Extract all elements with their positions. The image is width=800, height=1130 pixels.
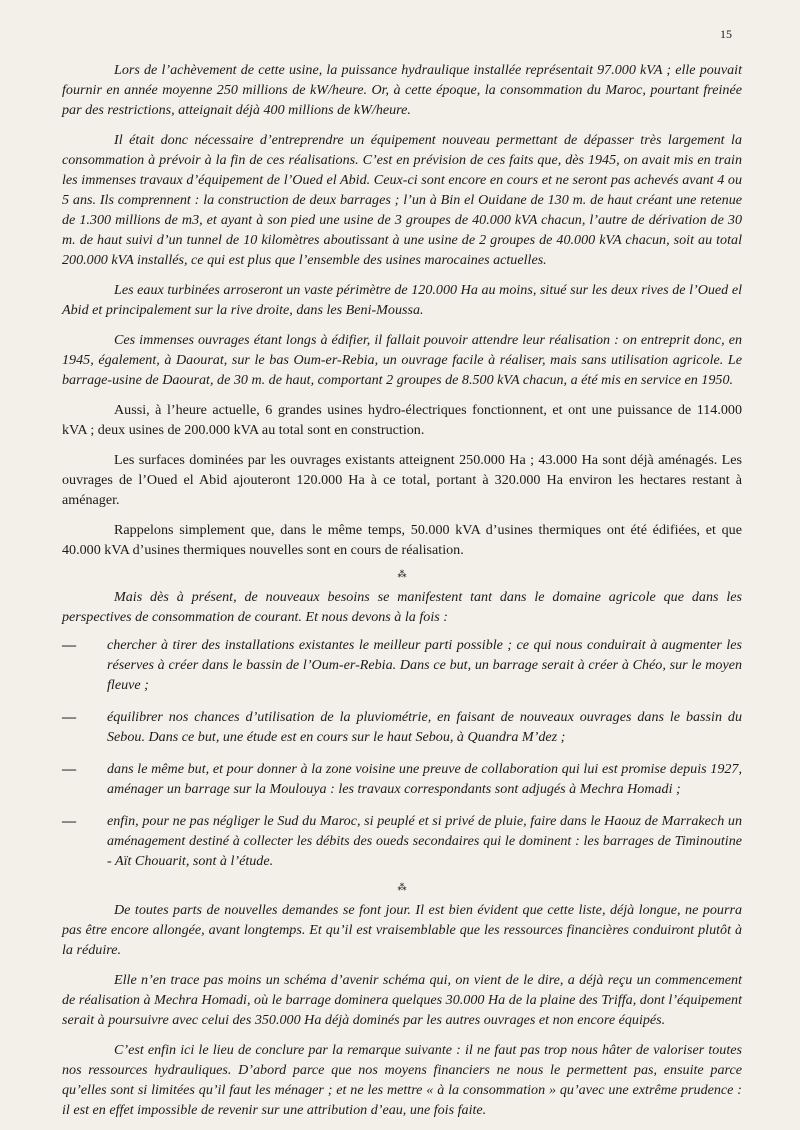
dash-bullet: — [62, 761, 77, 777]
paragraph-irrigation-perimeter: Les eaux turbinées arroseront un vaste périmètre de 120.000 Ha au moins, situé sur les deux rives de l’Oued el Abid et principalement sur la rive droite, dans les Beni-Moussa. [62, 282, 742, 318]
dash-bullet: — [62, 813, 77, 829]
body-text [62, 60, 742, 1130]
list-item [62, 707, 742, 747]
dash-bullet: — [62, 637, 77, 653]
paragraph-new-demands: De toutes parts de nouvelles demandes se font jour. Il est bien évident que cette liste, déjà longue, ne pourra pas être encore allongée, avant longtemps. Et qu’il est vraisemblable que les ressources financières conduiront plutôt à la réduire. [62, 902, 742, 958]
paragraph-daourat-dam: Ces immenses ouvrages étant longs à édifier, il fallait pouvoir attendre leur réalisation : on entreprit donc, en 1945, également, à Daourat, sur le bas Oum-er-Rebia, un ouvrage facile à réaliser, mais sans utilisation agricole. Le barrage-usine de Daourat, de 30 m. de haut, comportant 2 groupes de 8.500 kVA chacun, a été mis en service en 1950. [62, 332, 742, 388]
list-item [62, 811, 742, 871]
paragraph-oued-el-abid-works: Il était donc nécessaire d’entreprendre un équipement nouveau permettant de dépasser très largement la consommation à prévoir à la fin de ces réalisations. C’est en prévision de ces faits que, dès 1945, on avait mis en train les immenses travaux d’équipement de l’Oued el Abid. Ceux-ci sont encore en cours et ne seront pas achevés avant 4 ou 5 ans. Ils comprennent : la construction de deux barrages ; l’un à Bin el Ouidane de 130 m. de haut créant une retenue de 1.300 millions de m3, et ayant à son pied une usine de 3 groupes de 40.000 kVA chacun, l’autre de dérivation de 30 m. de haut suivi d’un tunnel de 10 kilomètres aboutissant à une usine de 2 groupes de 40.000 kVA chacun, soit au total 200.000 kVA installés, ce qui est plus que l’ensemble des usines marocaines actuelles. [62, 132, 742, 268]
list-item-text: chercher à tirer des installations existantes le meilleur parti possible ; ce qui nous conduirait à augmenter les réserves à créer dans le bassin de l’Oum-er-Rebia. Dans ce but, un barrage serait à créer à Chéo, sur le moyen fleuve ; [107, 637, 742, 693]
paragraph-thermal-plants: Rappelons simplement que, dans le même temps, 50.000 kVA d’usines thermiques ont été édifiées, et que 40.000 kVA d’usines thermiques nouvelles sont en cours de réalisation. [62, 522, 742, 558]
section-separator: ⁂ [397, 882, 407, 892]
list-item [62, 759, 742, 799]
list-item [62, 635, 742, 695]
paragraph-current-plants: Aussi, à l’heure actuelle, 6 grandes usines hydro-électriques fonctionnent, et ont une puissance de 114.000 kVA ; deux usines de 200.000 kVA au total sont en construction. [62, 402, 742, 438]
paragraph-dominated-surfaces: Les surfaces dominées par les ouvrages existants atteignent 250.000 Ha ; 43.000 Ha sont déjà aménagés. Les ouvrages de l’Oued el Abid ajouteront 120.000 Ha à ce total, portant à 320.000 Ha environ les hectares restant à aménager. [62, 452, 742, 508]
dash-bullet: — [62, 709, 77, 725]
paragraph-power-installed: Lors de l’achèvement de cette usine, la puissance hydraulique installée représentait 97.000 kVA ; elle pouvait fournir en année moyenne 250 millions de kW/heure. Or, à cette époque, la consommation du Maroc, pourtant freinée par des restrictions, atteignait déjà 400 millions de kW/heure. [62, 62, 742, 118]
page-number: 15 [720, 27, 732, 41]
list-item-text: équilibrer nos chances d’utilisation de la pluviométrie, en faisant de nouveaux ouvrages dans le bassin du Sebou. Dans ce but, une étude est en cours sur le haut Sebou, à Quandra M’dez ; [107, 709, 742, 745]
paragraph-conclusion: C’est enfin ici le lieu de conclure par la remarque suivante : il ne faut pas trop nous hâter de valoriser toutes nos ressources hydrauliques. D’abord parce que nos moyens financiers ne nous le permettent pas, ensuite parce qu’elles sont si limitées qu’il faut les ménager ; et ne les mettre « à la consommation » qu’avec une extrême prudence : il est en effet impossible de revenir sur une attribution d’eau, une fois faite. [62, 1042, 742, 1118]
paragraph-new-needs-intro: Mais dès à présent, de nouveaux besoins se manifestent tant dans le domaine agricole que dans les perspectives de consommation de courant. Et nous devons à la fois : [62, 589, 742, 625]
section-separator: ⁂ [397, 569, 407, 579]
needs-list [62, 635, 742, 871]
list-item-text: dans le même but, et pour donner à la zone voisine une preuve de collaboration qui lui est promise depuis 1927, aménager un barrage sur la Moulouya : les travaux correspondants sont adjugés à Mechra Homadi ; [107, 761, 742, 797]
list-item-text: enfin, pour ne pas négliger le Sud du Maroc, si peuplé et si privé de pluie, faire dans le Haouz de Marrakech un aménagement destiné à collecter les débits des oueds secondaires qui le dominent : les barrages de Timinoutine - Aït Chouarit, sont à l’étude. [107, 813, 742, 869]
paragraph-future-scheme: Elle n’en trace pas moins un schéma d’avenir schéma qui, on vient de le dire, a déjà reçu un commencement de réalisation à Mechra Homadi, où le barrage dominera quelques 30.000 Ha de la plaine des Triffa, dont l’équipement serait à poursuivre avec celui des 350.000 Ha déjà dominés par les autres ouvrages et non encore équipés. [62, 972, 742, 1028]
